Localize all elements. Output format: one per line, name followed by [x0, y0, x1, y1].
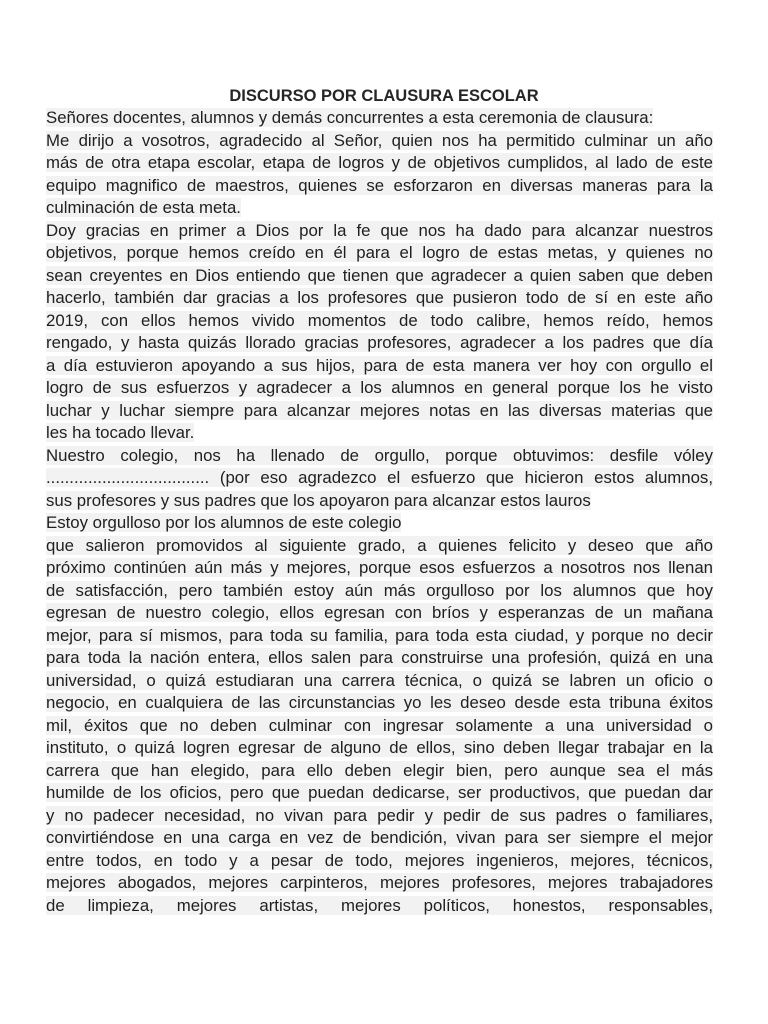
text-line [46, 445, 713, 468]
text-line-content: instituto, o quizá logren egresar de alguno de ellos, sino deben llegar trabajar en la [46, 738, 713, 757]
text-line [46, 310, 713, 333]
text-line-content: Me dirijo a vosotros, agradecido al Señor, quien nos ha permitido culminar un año [46, 130, 713, 150]
text-line-content: Señores docentes, alumnos y demás concurrentes a esta ceremonia de clausura: [46, 108, 654, 127]
text-line [46, 467, 713, 490]
text-line [46, 377, 713, 400]
text-line-content: logro de sus esfuerzos y agradecer a los alumnos en general porque los he visto [46, 378, 713, 397]
text-line [46, 827, 713, 850]
text-line [46, 760, 713, 783]
text-line-content: próximo continúen aún más y mejores, porque esos esfuerzos a nosotros nos llenan [46, 558, 713, 577]
text-line-content: a día estuvieron apoyando a sus hijos, para de esta manera ver hoy con orgullo el [46, 355, 713, 375]
text-line-content: negocio, en cualquiera de las circunstancias yo les deseo desde esta tribuna éxitos [46, 693, 713, 712]
text-line-content: equipo magnifico de maestros, quienes se esforzaron en diversas maneras para la [46, 175, 713, 195]
text-line [46, 670, 713, 693]
text-line [46, 872, 713, 895]
text-line [46, 242, 713, 265]
text-line [46, 130, 713, 153]
text-line-content: hacerlo, también dar gracias a los profesores que pusieron todo de sí en este año [46, 288, 713, 307]
text-line-content: Nuestro colegio, nos ha llenado de orgullo, porque obtuvimos: desfile vóley [46, 445, 713, 465]
text-line-content: universidad, o quizá estudiaran una carrera técnica, o quizá se labren un oficio o [46, 670, 713, 690]
text-line-content: sus profesores y sus padres que los apoyaron para alcanzar estos lauros [46, 490, 591, 510]
text-line-content: mil, éxitos que no deben culminar con ingresar solamente a una universidad o [46, 715, 713, 735]
text-line-content: entre todos, en todo y a pesar de todo, mejores ingenieros, mejores, técnicos, [46, 850, 713, 870]
text-line-content: mejor, para sí mismos, para toda su familia, para toda esta ciudad, y porque no decir [46, 625, 713, 645]
text-line [46, 737, 713, 760]
text-line [46, 647, 713, 670]
text-line [46, 625, 713, 648]
text-line-content: mejores abogados, mejores carpinteros, mejores profesores, mejores trabajadores [46, 873, 713, 892]
text-line [46, 602, 713, 625]
text-line [46, 692, 713, 715]
text-line [46, 287, 713, 310]
document-body [46, 107, 713, 917]
text-line [46, 512, 713, 535]
text-line [46, 355, 713, 378]
document-title: DISCURSO POR CLAUSURA ESCOLAR [229, 87, 539, 105]
text-line [46, 557, 713, 580]
text-line-content: egresan de nuestro colegio, ellos egresan con bríos y esperanzas de un mañana [46, 603, 713, 622]
text-line [46, 332, 713, 355]
text-line [46, 895, 713, 918]
text-line [46, 265, 713, 288]
text-line [46, 175, 713, 198]
text-line [46, 490, 713, 513]
text-line [46, 152, 713, 175]
text-line [46, 422, 713, 445]
text-line [46, 197, 713, 220]
text-line [46, 535, 713, 558]
text-line [46, 107, 713, 130]
text-line-content: luchar y luchar siempre para alcanzar mejores notas en las diversas materias que [46, 400, 713, 420]
text-line-content: de limpieza, mejores artistas, mejores políticos, honestos, responsables, [46, 895, 713, 915]
text-line-content: objetivos, porque hemos creído en él para el logro de estas metas, y quienes no [46, 243, 713, 262]
text-line-content: para toda la nación entera, ellos salen para construirse una profesión, quizá en una [46, 648, 713, 667]
text-line [46, 400, 713, 423]
text-line [46, 782, 713, 805]
text-line [46, 715, 713, 738]
text-line-content: y no padecer necesidad, no vivan para pedir y pedir de sus padres o familiares, [46, 805, 713, 825]
text-line-content: más de otra etapa escolar, etapa de logros y de objetivos cumplidos, al lado de este [46, 153, 713, 172]
text-line [46, 850, 713, 873]
text-line-content: 2019, con ellos hemos vivido momentos de todo calibre, hemos reído, hemos [46, 310, 713, 330]
text-line [46, 580, 713, 603]
text-line-content: humilde de los oficios, pero que puedan dedicarse, ser productivos, que puedan dar [46, 783, 713, 802]
text-line-content: les ha tocado llevar. [46, 423, 195, 442]
text-line-content: que salieron promovidos al siguiente grado, a quienes felicito y deseo que año [46, 535, 713, 555]
text-line-content: rengado, y hasta quizás llorado gracias profesores, agradecer a los padres que día [46, 333, 713, 352]
text-line-content: sean creyentes en Dios entiendo que tienen que agradecer a quien saben que deben [46, 265, 713, 285]
text-line-content: ................................... (por eso agradezco el esfuerzo que hicieron estos alumnos, [46, 468, 713, 487]
text-line [46, 220, 713, 243]
text-line-content: Doy gracias en primer a Dios por la fe que nos ha dado para alcanzar nuestros [46, 220, 713, 240]
text-line-content: de satisfacción, pero también estoy aún más orgulloso por los alumnos que hoy [46, 580, 713, 600]
text-line [46, 805, 713, 828]
text-line-content: carrera que han elegido, para ello deben elegir bien, pero aunque sea el más [46, 760, 713, 780]
text-line-content: culminación de esta meta. [46, 198, 241, 217]
text-line-content: convirtiéndose en una carga en vez de bendición, vivan para ser siempre el mejor [46, 828, 713, 847]
text-line-content: Estoy orgulloso por los alumnos de este colegio [46, 513, 402, 532]
